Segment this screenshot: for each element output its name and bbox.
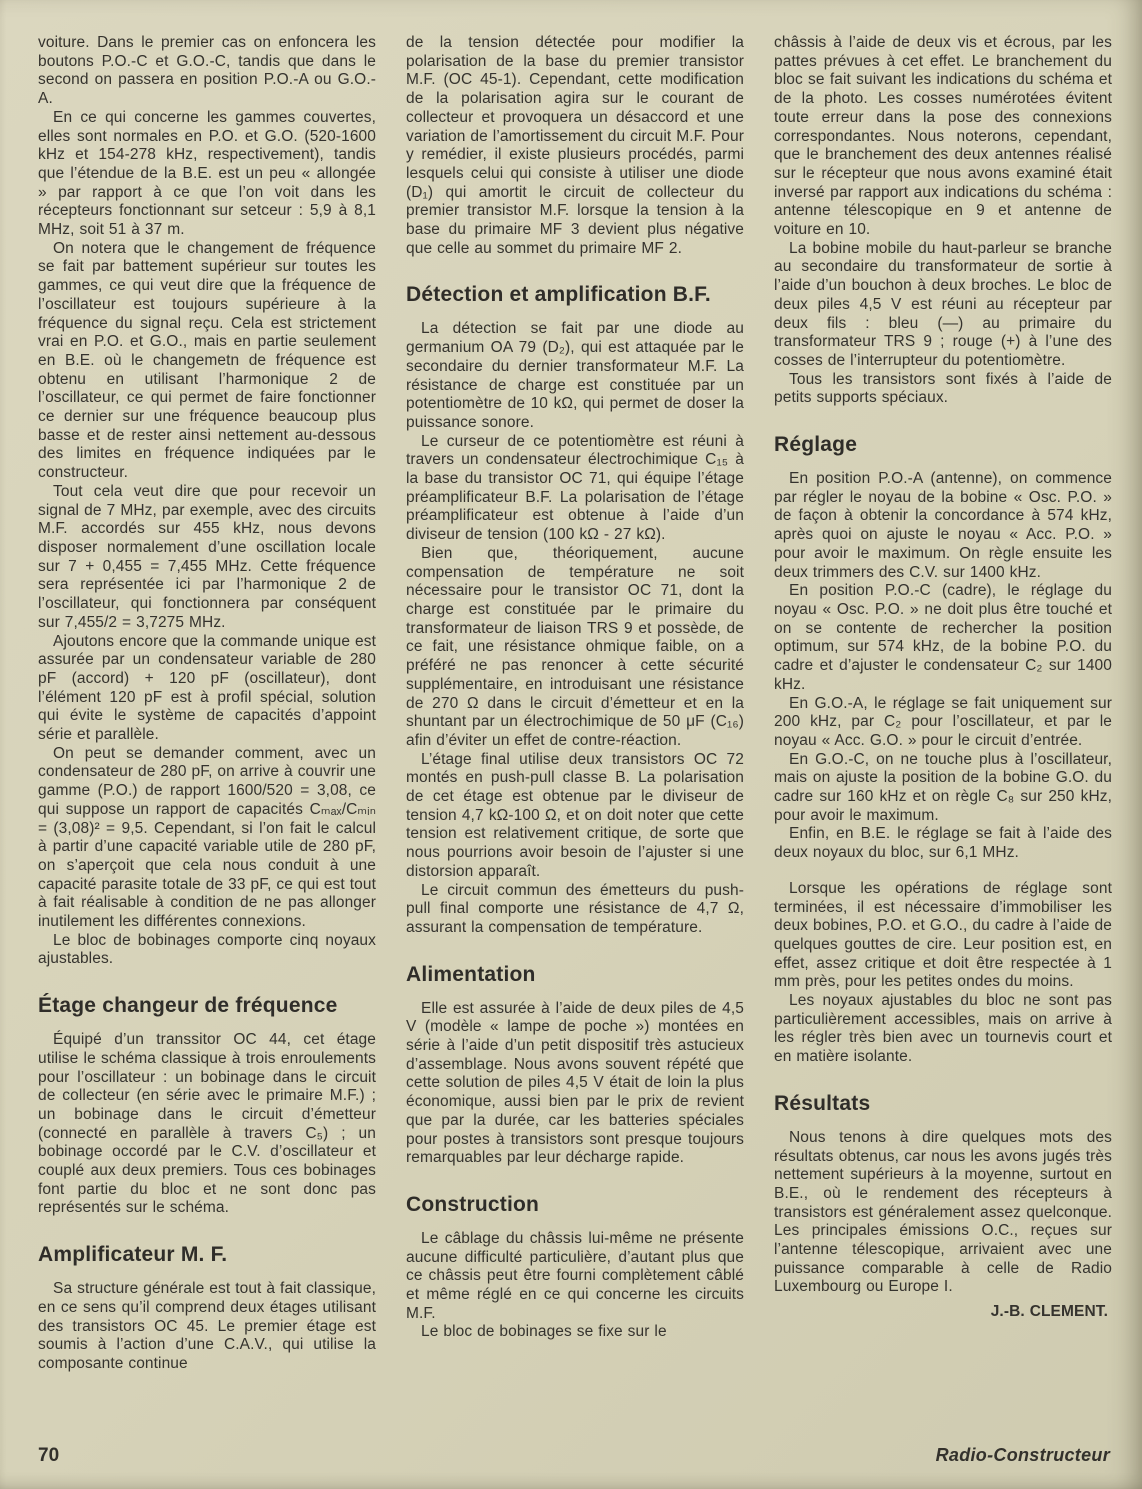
section-heading: Résultats [774, 1091, 871, 1115]
section-heading: Réglage [774, 433, 858, 457]
magazine-name: Radio-Constructeur [935, 1445, 1110, 1465]
paragraph: Le curseur de ce potentiomètre est réuni à travers un condensateur électrochimique C₁₅ à la base du transistor OC 71, qui équipe l’étage préamplificateur B.F. La polarisation de l’étage préamplificateur est obtenue à l’aide d’un diviseur de tension (100 kΩ - 27 kΩ). [406, 432, 744, 544]
paragraph: En ce qui concerne les gammes couvertes, elles sont normales en P.O. et G.O. (520-1600 kHz et 154-278 kHz, respectivement), tandis que l’étendue de la B.E. est un peu « allongée » par rapport à ce que l’on voit dans les récepteurs fonctionnant sur setceur : 5,9 à 8,1 MHz, soit 51 à 37 m. [38, 108, 376, 239]
paragraph: Nous tenons à dire quelques mots des résultats obtenus, car nous les avons jugés très nettement supérieurs à la moyenne, surtout en B.E., où le rendement des récepteurs à transistors est généralement assez quelconque. Les principales émissions O.C., reçues sur l’antenne télescopique, arrivaient avec une puissance comparable à celle de Radio Luxembourg ou Europe I. [774, 1128, 1112, 1296]
paragraph: En G.O.-A, le réglage se fait uniquement sur 200 kHz, par C₂ pour l’oscillateur, et par le noyau « Acc. G.O. » pour le circuit d’entrée. [774, 694, 1112, 749]
paragraph: voiture. Dans le premier cas on enfoncera les boutons P.O.-C et G.O.-C, tandis que dans le second on passera en position P.O.-A ou G.O.-A. [38, 34, 376, 108]
author-signature: J.-B. CLEMENT. [990, 1303, 1108, 1321]
paragraph: de la tension détectée pour modifier la polarisation de la base du premier transistor M.F. (OC 45-1). Cependant, cette modification de la polarisation agira sur le courant de collecteur et provoquera un désaccord et une variation de l’amortissement du circuit M.F. Pour y remédier, il existe plusieurs procédés, parmi lesquels celui qui consiste à utiliser une diode (D₁) qui amortit le circuit de collecteur du premier transistor M.F. lorsque la tension à la base du primaire MF 3 devient plus négative que celle au sommet du primaire MF 2. [406, 34, 744, 257]
column-3 [774, 34, 1112, 1374]
paragraph: Le circuit commun des émetteurs du push-pull final comporte une résistance de 4,7 Ω, assurant la compensation de température. [406, 881, 744, 936]
paragraph: En position P.O.-C (cadre), le réglage du noyau « Osc. P.O. » ne doit plus être touché et on se contente de rechercher la position optimum, sur 574 kHz, de la bobine P.O. du cadre et d’ajuster le condensateur C₂ sur 1400 kHz. [774, 582, 1112, 693]
paragraph: châssis à l’aide de deux vis et écrous, par les pattes prévues à cet effet. Le branchement du bloc se fait suivant les indications du schéma et de la photo. Les cosses numérotées évitent toute erreur dans la pose des connexions correspondantes. Nous noterons, cependant, que le branchement des deux antennes réalisé sur le récepteur que nous avons examiné était inversé par rapport aux indications du schéma : antenne télescopique en 9 et antenne de voiture en 10. [774, 34, 1112, 239]
paragraph: On peut se demander comment, avec un condensateur de 280 pF, on arrive à couvrir une gamme (P.O.) de rapport 1600/520 = 3,08, ce qui suppose un rapport de capacités Cₘₐₓ/Cₘᵢₙ = (3,08)² = 9,5. Cependant, si l’on fait le calcul à partir d’une capacité variable utile de 280 pF, on s’aperçoit que cela nous conduit à une capacité parasite totale de 33 pF, ce qui est tout à fait réalisable à condition de ne pas allonger inutilement les différentes connexions. [38, 744, 376, 931]
paragraph: Elle est assurée à l’aide de deux piles de 4,5 V (modèle « lampe de poche ») montées en série à l’aide d’un petit dispositif très astucieux d’assemblage. Nous avons souvent répété que cette solution de piles 4,5 V était de loin la plus économique, aussi bien par le prix de revient que par la durée, car les batteries spéciales pour postes à transistors sont presque toujours remarquables par leur décharge rapide. [406, 999, 744, 1167]
paragraph: Enfin, en B.E. le réglage se fait à l’aide des deux noyaux du bloc, sur 6,1 MHz. [774, 825, 1112, 862]
paragraph: On notera que le changement de fréquence se fait par battement supérieur sur toutes les gammes, ce qui veut dire que la fréquence de l’oscillateur est toujours supérieure à la fréquence du signal reçu. Cela est strictement vrai en P.O. et G.O., mais en partie seulement en B.E. où le changemetn de fréquence est obtenu en utilisant l’harmonique 2 de l’oscillateur, ce qui permet de faire fonctionner ce dernier sur une fréquence beaucoup plus basse et de rester ainsi nettement au-dessous des limites en fréquence indiquées par le constructeur. [38, 239, 376, 482]
paragraph: Le câblage du châssis lui-même ne présente aucune difficulté particulière, d’autant plus que ce châssis peut être fourni complètement câblé et même réglé en ce qui concerne les circuits M.F. [406, 1229, 744, 1322]
paragraph: Le bloc de bobinages se fixe sur le [421, 1323, 667, 1341]
paragraph: En G.O.-C, on ne touche plus à l’oscillateur, mais on ajuste la position de la bobine G.O. du cadre sur 160 kHz et on règle C₈ sur 250 kHz, pour avoir le maximum. [774, 750, 1112, 824]
section-heading: Étage changeur de fréquence [38, 994, 338, 1018]
paragraph: Tous les transistors sont fixés à l’aide de petits supports spéciaux. [774, 370, 1112, 407]
section-heading: Détection et amplification B.F. [406, 283, 711, 307]
paragraph: La détection se fait par une diode au germanium OA 79 (D₂), qui est attaquée par le secondaire du dernier transformateur M.F. La résistance de charge est constituée par un potentiomètre de 10 kΩ, qui permet de doser la puissance sonore. [406, 320, 744, 431]
paragraph: Bien que, théoriquement, aucune compensation de température ne soit nécessaire pour le transistor OC 71, dont la charge est constituée par le primaire du transformateur de liaison TRS 9 et possède, de ce fait, une résistance ohmique faible, on a préféré ne pas renoncer à cette sécurité supplémentaire, en introduisant une résistance de 270 Ω dans le circuit d’émetteur et en la shuntant par un électrochimique de 50 μF (C₁₆) afin d’éviter un effet de contre-réaction. [406, 544, 744, 749]
section-heading: Construction [406, 1192, 540, 1216]
paragraph: La bobine mobile du haut-parleur se branche au secondaire du transformateur de sortie à l’aide d’un bouchon à deux broches. Le bloc de deux piles 4,5 V est réuni au récepteur par deux fils : bleu (—) au primaire du transformateur TRS 9 ; rouge (+) à l’une des cosses de l’interrupteur du potentiomètre. [774, 239, 1112, 369]
paragraph: Le bloc de bobinages comporte cinq noyaux ajustables. [38, 931, 376, 968]
section-heading: Amplificateur M. F. [38, 1243, 228, 1267]
paragraph: L’étage final utilise deux transistors OC 72 montés en push-pull classe B. La polarisation de cet étage est obtenue par le diviseur de tension 4,7 kΩ-100 Ω, et on doit noter que cette tension est relativement critique, de sorte que nous pourrions avoir besoin de l’ajuster si une distorsion apparaît. [406, 750, 744, 880]
paragraph: Lorsque les opérations de réglage sont terminées, il est nécessaire d’immobiliser les deux bobines, P.O. et G.O., du cadre à l’aide de quelques gouttes de cire. Leur position est, en effet, assez critique et doit être respectée à 1 mm près, pour les petites ondes du moins. [774, 879, 1112, 991]
paragraph: Les noyaux ajustables du bloc ne sont pas particulièrement accessibles, mais on arrive à les régler très bien avec un tournevis court et en matière isolante. [774, 992, 1112, 1066]
page-footer [38, 1445, 1110, 1467]
paragraph: Tout cela veut dire que pour recevoir un signal de 7 MHz, par exemple, avec des circuits M.F. accordés sur 455 kHz, nous devons disposer normalement d’une oscillation locale sur 7 + 0,455 = 7,455 MHz. Cette fréquence sera représentée ici par l’harmonique 2 de l’oscillateur, qui fonctionnera par conséquent sur 7,455/2 = 3,7275 MHz. [38, 482, 376, 631]
paragraph: En position P.O.-A (antenne), on commence par régler le noyau de la bobine « Osc. P.O. » de façon à obtenir la concordance à 574 kHz, après quoi on ajuste le noyau « Acc. P.O. » pour avoir le maximum. On règle ensuite les deux trimmers des C.V. sur 1400 kHz. [774, 470, 1112, 581]
section-heading: Alimentation [406, 962, 536, 986]
paragraph: Équipé d’un transsitor OC 44, cet étage utilise le schéma classique à trois enroulements pour l’oscillateur : un bobinage dans le circuit de collecteur (en série avec le primaire M.F.) ; un bobinage dans le circuit d’émetteur (connecté en parallèle à travers C₅) ; un bobinage occordé par le C.V. d’oscillateur et couplé aux deux premiers. Tous ces bobinages font partie du bloc et ne sont donc pas représentés sur le schéma. [38, 1031, 376, 1217]
paragraph: Ajoutons encore que la commande unique est assurée par un condensateur variable de 280 pF (accord) + 120 pF (oscillateur), dont l’élément 120 pF est à profil spécial, solution qui évite le système de capacités d’appoint série et parallèle. [38, 632, 376, 744]
column-1 [38, 34, 376, 1374]
column-2 [406, 34, 744, 1374]
paragraph: Sa structure générale est tout à fait classique, en ce sens qu’il comprend deux étages utilisant des transistors OC 45. Le premier étage est soumis à l’action d’une C.A.V., qui utilise la composante continue [38, 1280, 376, 1372]
page-number: 70 [38, 1445, 60, 1466]
